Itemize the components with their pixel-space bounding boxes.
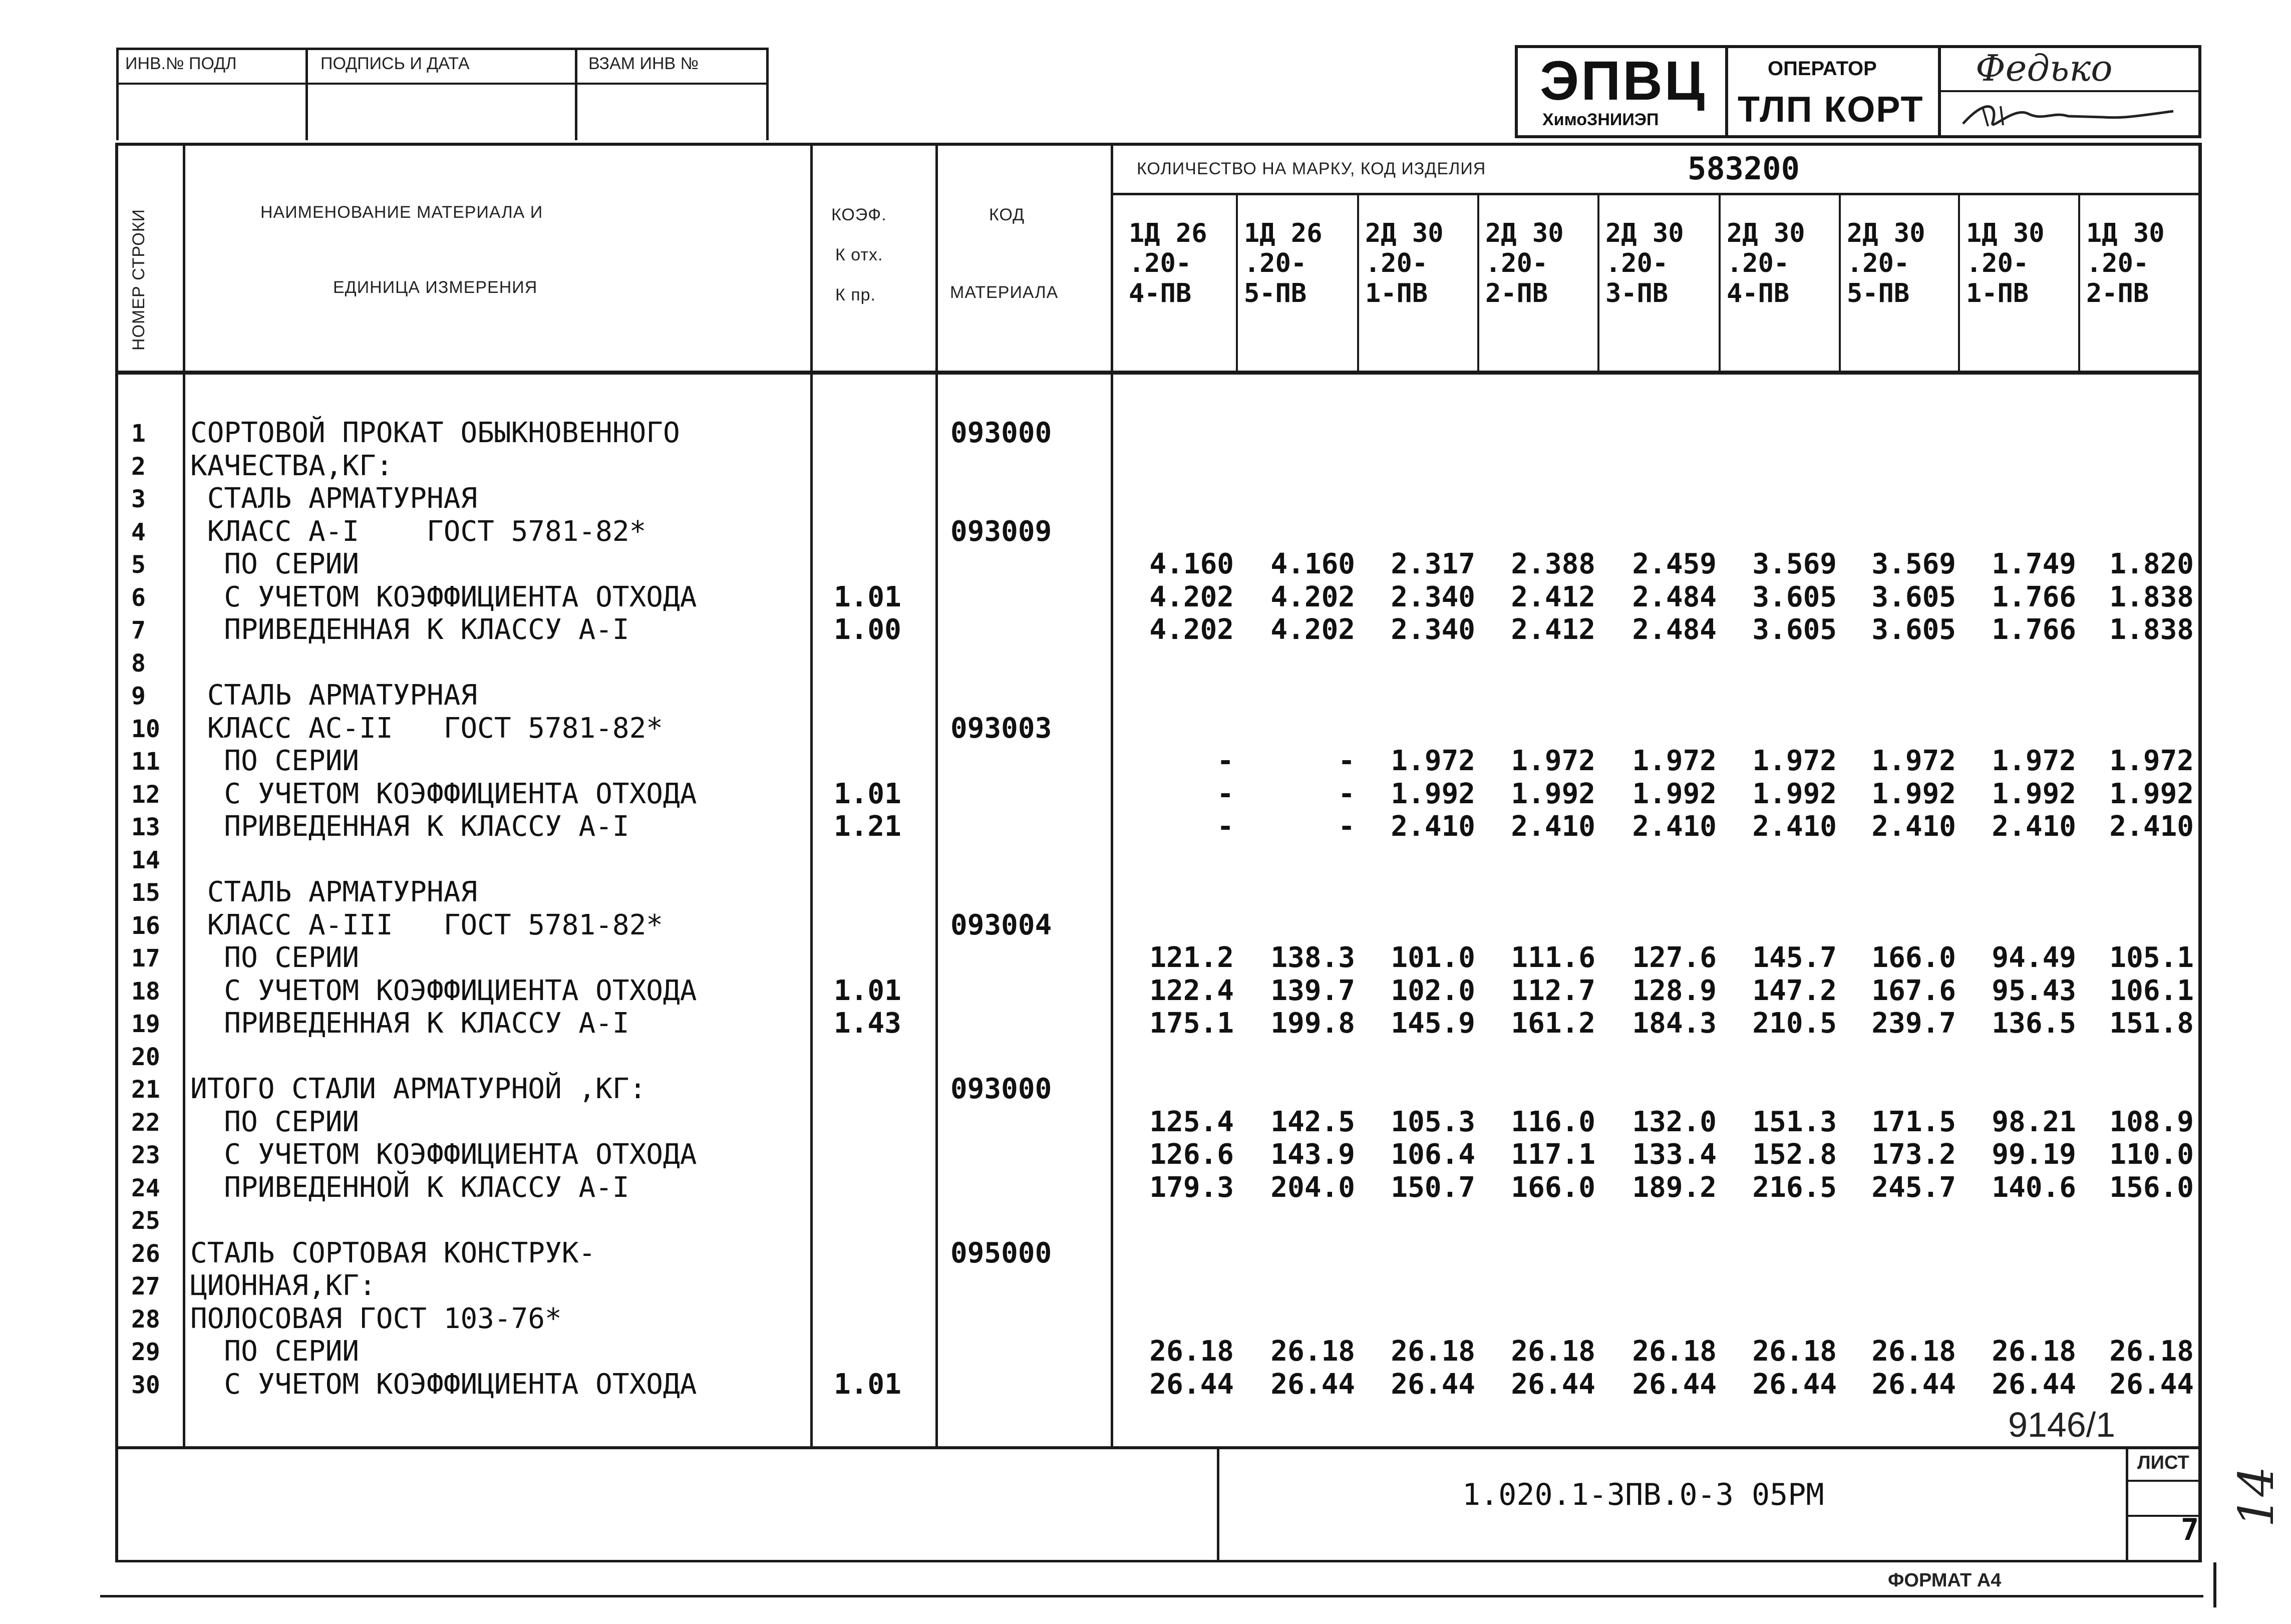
quantity-cell: 26.44 — [1752, 1368, 1837, 1401]
code-header-1: КОД — [989, 205, 1025, 224]
quantity-cell: 127.6 — [1632, 941, 1717, 974]
quantity-cell: 204.0 — [1270, 1171, 1355, 1204]
row-number: 13 — [131, 813, 160, 841]
quantity-cell: 1.992 — [1391, 778, 1475, 810]
mark-header-col1-line3: 4-ПВ — [1129, 278, 1192, 308]
row-number: 1 — [131, 420, 146, 448]
row-number: 7 — [131, 616, 146, 644]
mark-header-col1-line1: 1Д 26 — [1129, 218, 1207, 248]
quantity-cell: 4.202 — [1270, 581, 1355, 613]
material-code: 093009 — [950, 515, 1052, 548]
stamp-replace-inv-label: ВЗАМ ИНВ № — [588, 54, 699, 73]
quantity-cell: 26.18 — [1752, 1335, 1837, 1368]
quantity-cell: 2.340 — [1391, 613, 1475, 646]
row-number: 17 — [131, 944, 160, 972]
quantity-cell: 189.2 — [1632, 1171, 1717, 1204]
quantity-cell: 2.459 — [1632, 548, 1717, 580]
mark-header-col2-line3: 5-ПВ — [1244, 278, 1307, 308]
material-name: ПО СЕРИИ — [190, 941, 360, 974]
row-number: 15 — [131, 879, 160, 907]
mark-header-col4-line1: 2Д 30 — [1485, 218, 1564, 248]
quantity-cell: 126.6 — [1149, 1138, 1234, 1171]
quantity-cell: 184.3 — [1632, 1007, 1717, 1040]
quantity-cell: - — [1217, 778, 1234, 810]
row-number: 28 — [131, 1306, 160, 1334]
mark-header-col5-line2: .20- — [1605, 248, 1669, 278]
quantity-cell: 26.44 — [1632, 1368, 1717, 1401]
mark-header-col9-line3: 2-ПВ — [2086, 278, 2149, 308]
coefficient: 1.21 — [834, 810, 901, 843]
coef-header-3: К пр. — [835, 285, 876, 304]
coefficient: 1.01 — [834, 1368, 901, 1401]
quantity-cell: 199.8 — [1270, 1007, 1355, 1040]
quantity-cell: 179.3 — [1149, 1171, 1234, 1204]
quantity-cell: 2.410 — [1511, 810, 1595, 843]
row-number: 27 — [131, 1272, 160, 1301]
quantity-cell: 1.992 — [1632, 778, 1717, 810]
mark-header-col4-line3: 2-ПВ — [1485, 278, 1548, 308]
quantity-cell: 133.4 — [1632, 1138, 1717, 1171]
mark-header-col6-line1: 2Д 30 — [1727, 218, 1805, 248]
quantity-cell: 3.605 — [1871, 613, 1956, 646]
bottom-edge-line — [100, 1595, 2203, 1597]
material-code: 093004 — [950, 909, 1052, 941]
quantity-cell: 1.972 — [1511, 745, 1595, 777]
quantity-cell: 26.18 — [1871, 1335, 1956, 1368]
material-name: ЦИОННАЯ,КГ: — [190, 1269, 376, 1302]
coefficient: 1.01 — [834, 778, 901, 810]
coef-header-1: КОЭФ. — [831, 205, 887, 224]
material-code: 093000 — [950, 417, 1052, 449]
quantity-cell: 26.44 — [1992, 1368, 2076, 1401]
quantity-cell: 108.9 — [2109, 1106, 2194, 1138]
quantity-cell: 128.9 — [1632, 975, 1717, 1007]
row-number: 4 — [131, 518, 146, 546]
quantity-cell: 152.8 — [1752, 1138, 1837, 1171]
material-name: ПОЛОСОВАЯ ГОСТ 103-76* — [190, 1303, 562, 1335]
quantity-cell: 1.749 — [1992, 548, 2076, 580]
row-number: 2 — [131, 453, 146, 481]
row-number: 11 — [131, 748, 160, 776]
quantity-cell: 145.9 — [1391, 1007, 1475, 1040]
quantity-cell: 1.992 — [1871, 778, 1956, 810]
mark-header-col5-line3: 3-ПВ — [1605, 278, 1669, 308]
mark-header-col8-line3: 1-ПВ — [1966, 278, 2029, 308]
quantity-cell: 1.992 — [2109, 778, 2194, 810]
quantity-cell: 151.3 — [1752, 1106, 1837, 1138]
quantity-cell: 2.412 — [1511, 581, 1595, 613]
margin-page-number: 14 — [2228, 1466, 2284, 1527]
row-number: 3 — [131, 485, 146, 513]
material-name: ПРИВЕДЕННАЯ К КЛАССУ А-I — [190, 613, 629, 646]
row-number: 21 — [131, 1076, 160, 1104]
quantity-cell: - — [1338, 745, 1355, 777]
quantity-cell: 1.820 — [2109, 548, 2194, 580]
quantity-cell: 136.5 — [1992, 1007, 2076, 1040]
material-name-header-1: НАИМЕНОВАНИЕ МАТЕРИАЛА И — [260, 203, 543, 222]
quantity-cell: 1.972 — [1752, 745, 1837, 777]
material-name: ПРИВЕДЕННОЙ К КЛАССУ А-I — [190, 1171, 629, 1204]
quantity-cell: 99.19 — [1992, 1138, 2076, 1171]
quantity-cell: 132.0 — [1632, 1106, 1717, 1138]
stamp-inv-number-label: ИНВ.№ ПОДЛ — [125, 54, 237, 73]
mark-header-col7-line1: 2Д 30 — [1847, 218, 1925, 248]
coefficient: 1.01 — [834, 581, 901, 613]
mark-header-col3-line3: 1-ПВ — [1365, 278, 1428, 308]
quantity-cell: 1.838 — [2109, 613, 2194, 646]
row-number: 14 — [131, 846, 160, 874]
quantity-cell: 210.5 — [1752, 1007, 1837, 1040]
quantity-cell: 161.2 — [1511, 1007, 1595, 1040]
archive-number: 9146/1 — [2008, 1405, 2116, 1444]
material-name: КЛАСС А-I ГОСТ 5781-82* — [190, 515, 646, 548]
material-name: С УЧЕТОМ КОЭФФИЦИЕНТА ОТХОДА — [190, 1138, 697, 1171]
material-name: ПО СЕРИИ — [190, 1335, 360, 1368]
quantity-cell: 121.2 — [1149, 941, 1234, 974]
quantity-cell: 26.44 — [1149, 1368, 1234, 1401]
quantity-cell: 26.18 — [1391, 1335, 1475, 1368]
stamp-dept: ТЛП КОРТ — [1738, 90, 1924, 130]
quantity-cell: 1.972 — [1632, 745, 1717, 777]
quantity-cell: 167.6 — [1871, 975, 1956, 1007]
quantity-cell: 2.410 — [1632, 810, 1717, 843]
quantity-cell: 101.0 — [1391, 941, 1475, 974]
quantity-cell: 2.410 — [1752, 810, 1837, 843]
material-name: СТАЛЬ АРМАТУРНАЯ — [190, 482, 478, 515]
quantity-cell: 1.972 — [2109, 745, 2194, 777]
quantity-cell: 166.0 — [1871, 941, 1956, 974]
quantity-cell: 98.21 — [1992, 1106, 2076, 1138]
quantity-cell: 2.317 — [1391, 548, 1475, 580]
mark-header-col2-line1: 1Д 26 — [1244, 218, 1323, 248]
handwritten-signature — [1953, 96, 2188, 134]
stamp-signature-date-label: ПОДПИСЬ И ДАТА — [320, 54, 470, 73]
quantity-header: КОЛИЧЕСТВО НА МАРКУ, КОД ИЗДЕЛИЯ — [1137, 159, 1486, 178]
quantity-cell: 2.410 — [1992, 810, 2076, 843]
material-code: 093003 — [950, 712, 1052, 745]
quantity-cell: 2.410 — [1391, 810, 1475, 843]
quantity-cell: 4.202 — [1149, 613, 1234, 646]
row-number: 29 — [131, 1338, 160, 1366]
quantity-cell: 1.992 — [1511, 778, 1595, 810]
quantity-cell: 102.0 — [1391, 975, 1475, 1007]
quantity-cell: 2.340 — [1391, 581, 1475, 613]
quantity-cell: 26.44 — [1270, 1368, 1355, 1401]
quantity-cell: 150.7 — [1391, 1171, 1475, 1204]
quantity-cell: 112.7 — [1511, 975, 1595, 1007]
quantity-cell: - — [1338, 778, 1355, 810]
quantity-cell: 26.44 — [1391, 1368, 1475, 1401]
quantity-cell: 142.5 — [1270, 1106, 1355, 1138]
quantity-cell: 1.838 — [2109, 581, 2194, 613]
quantity-cell: - — [1338, 810, 1355, 843]
quantity-cell: 3.569 — [1752, 548, 1837, 580]
quantity-cell: 138.3 — [1270, 941, 1355, 974]
material-name: С УЧЕТОМ КОЭФФИЦИЕНТА ОТХОДА — [190, 778, 697, 810]
quantity-cell: 245.7 — [1871, 1171, 1956, 1204]
quantity-cell: 156.0 — [2109, 1171, 2194, 1204]
quantity-cell: 116.0 — [1511, 1106, 1595, 1138]
mark-header-col5-line1: 2Д 30 — [1605, 218, 1684, 248]
material-name: ПО СЕРИИ — [190, 1106, 360, 1138]
quantity-cell: 105.3 — [1391, 1106, 1475, 1138]
row-number: 8 — [131, 649, 146, 678]
mark-header-col7-line2: .20- — [1847, 248, 1910, 278]
material-name: ПО СЕРИИ — [190, 745, 360, 777]
quantity-cell: 173.2 — [1871, 1138, 1956, 1171]
format-label: ФОРМАТ А4 — [1888, 1570, 2002, 1591]
row-number: 9 — [131, 682, 146, 710]
row-number: 19 — [131, 1010, 160, 1038]
quantity-cell: 3.605 — [1752, 613, 1837, 646]
mark-header-col8-line1: 1Д 30 — [1966, 218, 2045, 248]
stamp-org-sub: ХимоЗНИИЭП — [1542, 110, 1659, 129]
quantity-cell: 26.18 — [2109, 1335, 2194, 1368]
mark-header-col3-line1: 2Д 30 — [1365, 218, 1444, 248]
quantity-cell: 26.18 — [1632, 1335, 1717, 1368]
quantity-cell: 4.202 — [1270, 613, 1355, 646]
quantity-cell: 111.6 — [1511, 941, 1595, 974]
quantity-cell: 1.972 — [1992, 745, 2076, 777]
right-margin-line — [2213, 1562, 2216, 1607]
quantity-cell: 26.44 — [2109, 1368, 2194, 1401]
mark-header-col9-line2: .20- — [2086, 248, 2149, 278]
quantity-cell: 4.160 — [1270, 548, 1355, 580]
quantity-cell: 166.0 — [1511, 1171, 1595, 1204]
quantity-cell: 117.1 — [1511, 1138, 1595, 1171]
quantity-cell: 94.49 — [1992, 941, 2076, 974]
quantity-cell: 125.4 — [1149, 1106, 1234, 1138]
material-name: С УЧЕТОМ КОЭФФИЦИЕНТА ОТХОДА — [190, 975, 697, 1007]
quantity-cell: 1.992 — [1992, 778, 2076, 810]
quantity-cell: 3.605 — [1752, 581, 1837, 613]
material-name: КЛАСС А-III ГОСТ 5781-82* — [190, 909, 664, 941]
material-code: 095000 — [950, 1237, 1052, 1269]
mark-header-col7-line3: 5-ПВ — [1847, 278, 1910, 308]
quantity-cell: - — [1217, 745, 1234, 777]
row-number-header: НОМЕР СТРОКИ — [129, 209, 148, 351]
row-number: 6 — [131, 584, 146, 612]
quantity-cell: 3.605 — [1871, 581, 1956, 613]
row-number: 5 — [131, 551, 146, 579]
quantity-cell: 145.7 — [1752, 941, 1837, 974]
material-name: СОРТОВОЙ ПРОКАТ ОБЫКНОВЕННОГО — [190, 417, 680, 449]
quantity-cell: 106.4 — [1391, 1138, 1475, 1171]
quantity-cell: 2.388 — [1511, 548, 1595, 580]
quantity-cell: 1.766 — [1992, 613, 2076, 646]
quantity-cell: 2.484 — [1632, 613, 1717, 646]
quantity-cell: 2.412 — [1511, 613, 1595, 646]
stamp-surname: Федько — [1976, 47, 2113, 89]
row-number: 18 — [131, 978, 160, 1006]
quantity-cell: 171.5 — [1871, 1106, 1956, 1138]
quantity-cell: 147.2 — [1752, 975, 1837, 1007]
material-name: С УЧЕТОМ КОЭФФИЦИЕНТА ОТХОДА — [190, 1368, 697, 1401]
quantity-cell: 4.202 — [1149, 581, 1234, 613]
quantity-cell: 2.484 — [1632, 581, 1717, 613]
quantity-cell: 140.6 — [1992, 1171, 2076, 1204]
quantity-cell: 26.44 — [1871, 1368, 1956, 1401]
row-number: 10 — [131, 715, 160, 743]
row-number: 23 — [131, 1141, 160, 1169]
quantity-cell: 26.18 — [1270, 1335, 1355, 1368]
quantity-cell: 139.7 — [1270, 975, 1355, 1007]
row-number: 30 — [131, 1371, 160, 1399]
quantity-cell: 1.972 — [1871, 745, 1956, 777]
coef-header-2: К отх. — [835, 245, 883, 264]
mark-header-col4-line2: .20- — [1485, 248, 1548, 278]
row-number: 22 — [131, 1109, 160, 1137]
document-code: 1.020.1-3ПВ.0-3 05РМ — [1462, 1477, 1824, 1512]
row-number: 20 — [131, 1043, 160, 1071]
product-code: 583200 — [1688, 150, 1800, 187]
quantity-cell: 239.7 — [1871, 1007, 1956, 1040]
quantity-cell: 1.972 — [1391, 745, 1475, 777]
quantity-cell: 2.410 — [1871, 810, 1956, 843]
material-name: КЛАСС АС-II ГОСТ 5781-82* — [190, 712, 664, 745]
quantity-cell: 4.160 — [1149, 548, 1234, 580]
row-number: 12 — [131, 781, 160, 809]
sheet-number: 7 — [2181, 1512, 2199, 1547]
material-name: КАЧЕСТВА,КГ: — [190, 450, 393, 482]
quantity-cell: 26.44 — [1511, 1368, 1595, 1401]
quantity-cell: 1.766 — [1992, 581, 2076, 613]
material-name: ПО СЕРИИ — [190, 548, 360, 580]
material-name: СТАЛЬ АРМАТУРНАЯ — [190, 679, 478, 712]
mark-header-col6-line2: .20- — [1727, 248, 1790, 278]
quantity-cell: 95.43 — [1992, 975, 2076, 1007]
quantity-cell: 143.9 — [1270, 1138, 1355, 1171]
material-name: ПРИВЕДЕННАЯ К КЛАССУ А-I — [190, 810, 629, 843]
material-name: СТАЛЬ АРМАТУРНАЯ — [190, 876, 478, 908]
quantity-cell: 110.0 — [2109, 1138, 2194, 1171]
coefficient: 1.01 — [834, 975, 901, 1007]
material-name: ПРИВЕДЕННАЯ К КЛАССУ А-I — [190, 1007, 629, 1040]
material-name: СТАЛЬ СОРТОВАЯ КОНСТРУК- — [190, 1237, 596, 1269]
mark-header-col8-line2: .20- — [1966, 248, 2029, 278]
mark-header-col9-line1: 1Д 30 — [2086, 218, 2165, 248]
quantity-cell: 26.18 — [1149, 1335, 1234, 1368]
row-number: 25 — [131, 1207, 160, 1235]
quantity-cell: - — [1217, 810, 1234, 843]
mark-header-col3-line2: .20- — [1365, 248, 1428, 278]
material-name: ИТОГО СТАЛИ АРМАТУРНОЙ ,КГ: — [190, 1073, 646, 1105]
quantity-cell: 1.992 — [1752, 778, 1837, 810]
quantity-cell: 106.1 — [2109, 975, 2194, 1007]
stamp-org-main: ЭПВЦ — [1540, 50, 1707, 112]
material-name: С УЧЕТОМ КОЭФФИЦИЕНТА ОТХОДА — [190, 581, 697, 613]
sheet-label: ЛИСТ — [2137, 1452, 2189, 1473]
code-header-2: МАТЕРИАЛА — [950, 283, 1059, 302]
quantity-cell: 2.410 — [2109, 810, 2194, 843]
material-name-header-2: ЕДИНИЦА ИЗМЕРЕНИЯ — [333, 278, 538, 297]
quantity-cell: 26.18 — [1511, 1335, 1595, 1368]
stamp-role: ОПЕРАТОР — [1768, 58, 1877, 80]
row-number: 16 — [131, 912, 160, 940]
quantity-cell: 151.8 — [2109, 1007, 2194, 1040]
coefficient: 1.00 — [834, 613, 901, 646]
row-number: 26 — [131, 1240, 160, 1268]
row-number: 24 — [131, 1174, 160, 1202]
coefficient: 1.43 — [834, 1007, 901, 1040]
material-code: 093000 — [950, 1073, 1052, 1105]
mark-header-col6-line3: 4-ПВ — [1727, 278, 1790, 308]
quantity-cell: 26.18 — [1992, 1335, 2076, 1368]
mark-header-col1-line2: .20- — [1129, 248, 1192, 278]
quantity-cell: 3.569 — [1871, 548, 1956, 580]
mark-header-col2-line2: .20- — [1244, 248, 1307, 278]
quantity-cell: 122.4 — [1149, 975, 1234, 1007]
quantity-cell: 175.1 — [1149, 1007, 1234, 1040]
quantity-cell: 216.5 — [1752, 1171, 1837, 1204]
quantity-cell: 105.1 — [2109, 941, 2194, 974]
